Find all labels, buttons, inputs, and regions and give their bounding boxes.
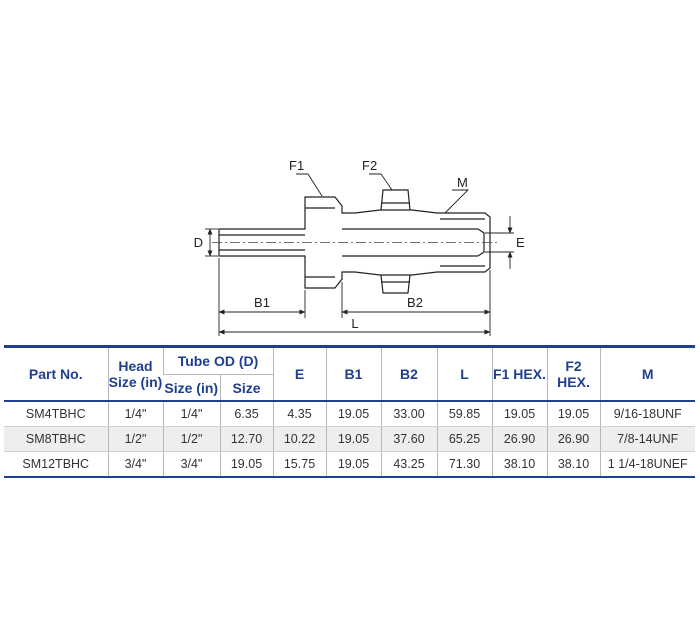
table-row <box>4 401 695 427</box>
label-d: D <box>193 235 203 250</box>
cell-m: 9/16-18UNF <box>600 401 695 427</box>
table-row <box>4 452 695 478</box>
cell-b2: 37.60 <box>381 427 437 452</box>
cell-l: 65.25 <box>437 427 492 452</box>
cell-b2: 33.00 <box>381 401 437 427</box>
cell-f2-hex: 19.05 <box>547 401 600 427</box>
label-b2: B2 <box>407 295 423 310</box>
cell-f1-hex: 38.10 <box>492 452 547 478</box>
cell-e: 4.35 <box>273 401 326 427</box>
cell-b1: 19.05 <box>326 452 381 478</box>
cell-f2-hex: 38.10 <box>547 452 600 478</box>
cell-part-no: SM4TBHC <box>4 401 108 427</box>
header-tube-size-in: Size (in) <box>163 375 220 402</box>
cell-head-size: 1/4" <box>108 401 163 427</box>
header-b1: B1 <box>326 347 381 402</box>
cell-tube-size-in: 1/2" <box>163 427 220 452</box>
header-l: L <box>437 347 492 402</box>
dimension-table <box>4 345 695 478</box>
cell-b1: 19.05 <box>326 427 381 452</box>
cell-m: 1 1/4-18UNEF <box>600 452 695 478</box>
header-f1-hex: F1 HEX. <box>492 347 547 402</box>
cell-head-size: 3/4" <box>108 452 163 478</box>
cell-l: 59.85 <box>437 401 492 427</box>
header-f2-hex: F2 HEX. <box>547 347 600 402</box>
cell-tube-size: 19.05 <box>220 452 273 478</box>
cell-head-size: 1/2" <box>108 427 163 452</box>
label-b1: B1 <box>254 295 270 310</box>
cell-m: 7/8-14UNF <box>600 427 695 452</box>
header-part-no: Part No. <box>4 347 108 402</box>
label-f2: F2 <box>362 158 378 173</box>
label-m: M <box>457 175 468 190</box>
cell-e: 10.22 <box>273 427 326 452</box>
header-e: E <box>273 347 326 402</box>
cell-f1-hex: 19.05 <box>492 401 547 427</box>
table-row <box>4 427 695 452</box>
label-e: E <box>516 235 525 250</box>
fitting-outline <box>219 190 490 293</box>
cell-tube-size-in: 3/4" <box>163 452 220 478</box>
label-l: L <box>351 316 359 331</box>
cell-tube-size: 6.35 <box>220 401 273 427</box>
leader-lines <box>296 174 468 213</box>
cell-l: 71.30 <box>437 452 492 478</box>
cell-f2-hex: 26.90 <box>547 427 600 452</box>
label-f1: F1 <box>289 158 305 173</box>
header-tube-size: Size <box>220 375 273 402</box>
cell-tube-size-in: 1/4" <box>163 401 220 427</box>
header-tube-od: Tube OD (D) <box>163 347 273 375</box>
cell-part-no: SM8TBHC <box>4 427 108 452</box>
cell-part-no: SM12TBHC <box>4 452 108 478</box>
header-head-size: Head Size (in) <box>108 347 163 402</box>
cell-e: 15.75 <box>273 452 326 478</box>
cell-tube-size: 12.70 <box>220 427 273 452</box>
cell-b2: 43.25 <box>381 452 437 478</box>
header-m: M <box>600 347 695 402</box>
cell-f1-hex: 26.90 <box>492 427 547 452</box>
header-b2: B2 <box>381 347 437 402</box>
cell-b1: 19.05 <box>326 401 381 427</box>
